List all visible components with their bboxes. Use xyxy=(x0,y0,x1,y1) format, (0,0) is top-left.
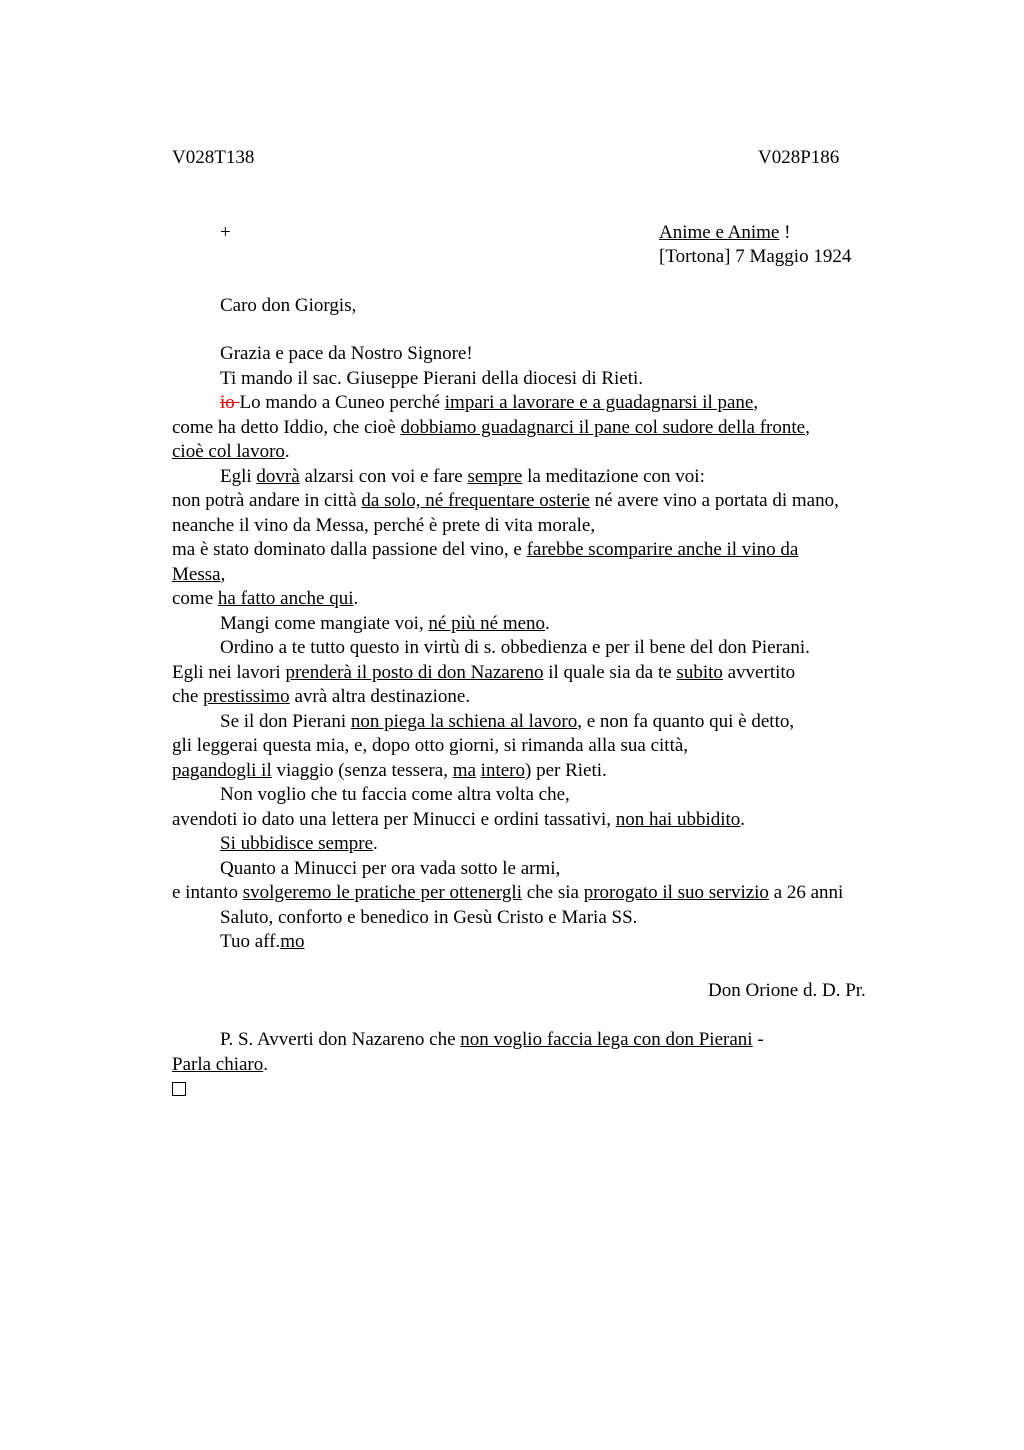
header-left-code: V028T138 xyxy=(172,147,255,168)
line-19: avendoti io dato una lettera per Minucci e ordini tassativi, non hai ubbidito. xyxy=(172,808,746,830)
line-11: Mangi come mangiate voi, né più né meno. xyxy=(220,612,550,634)
postscript-line-2: Parla chiaro. xyxy=(172,1053,269,1075)
line-20: Si ubbidisce sempre. xyxy=(220,833,378,854)
line-24: Tuo aff.mo xyxy=(220,931,305,952)
signature: Don Orione d. D. Pr. xyxy=(708,980,866,1001)
line-13: Egli nei lavori prenderà il posto di don Nazareno il quale sia da te subito avvertito xyxy=(172,661,796,683)
line-9: Messa, xyxy=(172,563,226,585)
postscript-line-1: P. S. Avverti don Nazareno che non voglio faccia lega con don Pierani - xyxy=(220,1029,764,1050)
line-5: Egli dovrà alzarsi con voi e fare sempre la meditazione con voi: xyxy=(220,465,705,487)
line-7: neanche il vino da Messa, perché è prete di vita morale, xyxy=(172,514,596,536)
greeting: Grazia e pace da Nostro Signore! xyxy=(220,343,473,364)
line-8: ma è stato dominato dalla passione del vino, e farebbe scomparire anche il vino da xyxy=(172,539,799,560)
line-14: che prestissimo avrà altra destinazione. xyxy=(172,686,471,707)
line-18: Non voglio che tu faccia come altra volta che, xyxy=(220,784,570,805)
line-23: Saluto, conforto e benedico in Gesù Cristo e Maria SS. xyxy=(220,906,638,928)
line-16: gli leggerai questa mia, e, dopo otto giorni, si rimanda alla sua città, xyxy=(172,735,689,756)
line-2: io Lo mando a Cuneo perché impari a lavorare e a guadagnarsi il pane, xyxy=(220,392,759,413)
line-15: Se il don Pierani non piega la schiena al lavoro, e non fa quanto qui è detto, xyxy=(220,710,795,732)
motto-underlined: Anime e Anime xyxy=(659,222,780,243)
empty-square-icon xyxy=(172,1082,186,1096)
dateline: [Tortona] 7 Maggio 1924 xyxy=(659,246,852,267)
header-right-code: V028P186 xyxy=(758,147,840,168)
line-1: Ti mando il sac. Giuseppe Pierani della diocesi di Rieti. xyxy=(220,367,644,389)
cross-mark: + xyxy=(220,222,231,243)
line-3: come ha detto Iddio, che cioè dobbiamo guadagnarci il pane col sudore della fronte, xyxy=(172,416,810,438)
motto-tail: ! xyxy=(779,222,791,243)
motto xyxy=(659,221,790,245)
struck-word: io xyxy=(220,392,240,413)
line-6: non potrà andare in città da solo, né frequentare osterie né avere vino a portata di mano, xyxy=(172,490,839,511)
line-10: come ha fatto anche qui. xyxy=(172,588,359,609)
line-12: Ordino a te tutto questo in virtù di s. obbedienza e per il bene del don Pierani. xyxy=(220,637,810,658)
letter-body xyxy=(172,342,912,1102)
line-21: Quanto a Minucci per ora vada sotto le armi, xyxy=(220,857,561,879)
line-4: cioè col lavoro. xyxy=(172,441,290,462)
end-mark xyxy=(172,1077,912,1102)
spacer xyxy=(172,955,912,980)
line-17: pagandogli il viaggio (senza tessera, ma intero) per Rieti. xyxy=(172,759,607,781)
line-22: e intanto svolgeremo le pratiche per ottenergli che sia prorogato il suo servizio a 26 anni xyxy=(172,882,844,903)
spacer xyxy=(172,1004,912,1029)
salutation: Caro don Giorgis, xyxy=(220,295,357,316)
